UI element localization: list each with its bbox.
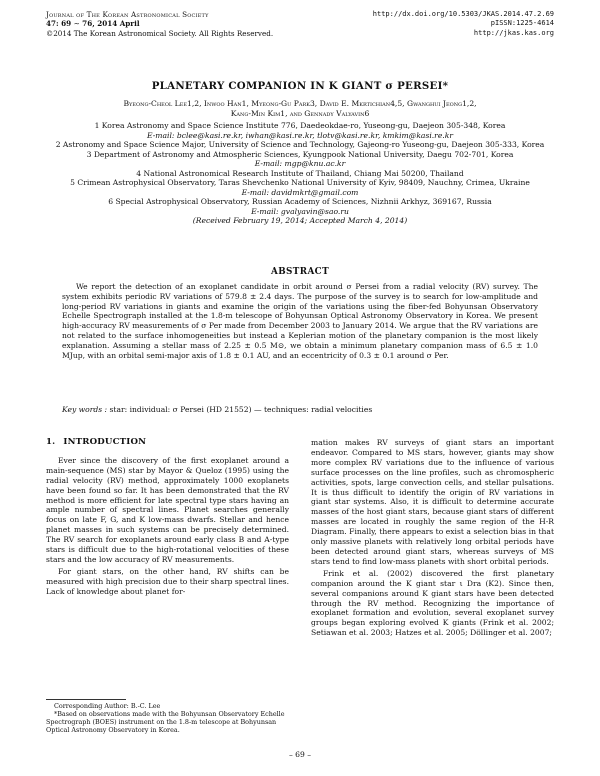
paragraph: For giant stars, on the other hand, RV shifts can be measured with high precision due to their sharp spectral lines. Lack of knowledge about planet for- (46, 566, 289, 596)
affiliation-email: E-mail: gvalyavin@sao.ru (251, 206, 349, 216)
section-heading (46, 438, 289, 448)
journal-header (46, 10, 273, 38)
abstract-heading: ABSTRACT (270, 267, 330, 277)
volume-pages: 47: 69 ∼ 76, 2014 April (46, 19, 140, 29)
paragraph: Frink et al. (2002) discovered the first planetary companion around the K giant star ι Dra (K2). Since then, several companions around K giant stars have been detected through the RV method. Recognizing the importance of exoplanet formation and evolution, several exoplanet survey groups began exploring evolved K giants (Frink et al. 2002; Setiawan et al. 2003; Hatzes et al. 2005; Döllinger et al. 2007; (311, 568, 554, 638)
corresponding-author: Corresponding Author: B.-C. Lee (54, 702, 161, 710)
affiliation: 1 Korea Astronomy and Space Science Institute 776, Daedeokdae-ro, Yuseong-gu, Daejeon 305-348, Korea (94, 121, 506, 130)
abstract-text: We report the detection of an exoplanet candidate in orbit around σ Persei from a radial velocity (RV) survey. The system exhibits periodic RV variations of 579.8 ± 2.4 days. The purpose of the survey is to search for low-amplitude and long-period RV variations in giants and examine the origin of the variations using the fiber-fed Bohyunsan Observatory Echelle Spectrograph installed at the 1.8-m telescope of Bohyunsan Optical Astronomy Observatory in Korea. We present high-accuracy RV measurements of σ Per made from December 2003 to January 2014. We argue that the RV variations are not related to the surface inhomogeneities but instead a Keplerian motion of the planetary companion is the most likely explanation. Assuming a stellar mass of 2.25 ± 0.5 M⊙, we obtain a minimum planetary companion mass of 6.5 ± 1.0 MJup, with an orbital semi-major axis of 1.8 ± 0.1 AU, and an eccentricity of 0.3 ± 0.1 around σ Per. (62, 282, 538, 360)
affiliation-email: E-mail: mgp@knu.ac.kr (254, 159, 346, 168)
journal-name: Journal of The Korean Astronomical Society (46, 10, 209, 19)
section-number: 1. (46, 437, 56, 447)
section-title: INTRODUCTION (63, 437, 147, 447)
footnote-rule (46, 699, 126, 700)
affiliation: 3 Department of Astronomy and Atmospheric Sciences, Kyungpook National University, Daegu 702-701, Korea (86, 149, 514, 159)
copyright: ©2014 The Korean Astronomical Society. All Rights Reserved. (46, 28, 274, 38)
paragraph: Ever since the discovery of the first exoplanet around a main-sequence (MS) star by Mayor & Queloz (1995) using the radial velocity (RV) method, approximately 1000 exoplanets have been found so far. It has been demonstrated that the RV method is more efficient for late spectral type stars having an ample number of spectral lines. Planet searches generally focus on late F, G, and K low-mass dwarfs. Stellar and hence planet masses in such systems can be precisely determined. The RV search for exoplanets around early class B and A-type stars is difficult due to the high-rotational velocities of these stars and the low accuracy of RV measurements. (46, 455, 289, 564)
affiliation-email: E-mail: bclee@kasi.re.kr, iwhan@kasi.re.kr, tlotv@kasi.re.kr, kmkim@kasi.re.kr (147, 130, 453, 140)
affiliation-list (48, 121, 552, 226)
issn: pISSN:1225-4614 (490, 19, 554, 28)
doi-link[interactable]: http://dx.doi.org/10.5303/JKAS.2014.47.2.69 (372, 10, 554, 18)
affiliation-email: E-mail: davidmkrt@gmail.com (241, 187, 359, 197)
keywords-text: star: individual: σ Persei (HD 21552) — techniques: radial velocities (109, 405, 373, 414)
left-column (46, 438, 289, 599)
author-line: Byeong-Cheol Lee1,2, Inwoo Han1, Myeong-Gu Park3, David E. Mkrtichian4,5, Gwanghui Jeong1,2, (123, 99, 477, 108)
doi-header (373, 10, 554, 38)
received-dates: (Received February 19, 2014; Accepted March 4, 2014) (192, 216, 408, 225)
journal-url[interactable]: http://jkas.kas.org (473, 28, 554, 37)
footnote-note: *Based on observations made with the Bohyunsan Observatory Echelle Spectrograph (BOES) instrument on the 1.8-m telescope at Bohyunsan Optical Astronomy Observatory in Korea. (46, 709, 285, 734)
footnotes (46, 699, 289, 735)
right-column (311, 438, 554, 640)
author-line: Kang-Min Kim1, and Gennady Valyavin6 (230, 109, 370, 118)
page-number: – 69 – (288, 750, 312, 759)
paper-title: PLANETARY COMPANION IN K GIANT σ PERSEI* (151, 80, 449, 92)
affiliation: 5 Crimean Astrophysical Observatory, Taras Shevchenko National University of Kyiv, 98409, Nauchny, Crimea, Ukraine (70, 178, 530, 187)
author-list (48, 99, 552, 119)
paragraph: mation makes RV surveys of giant stars an important endeavor. Compared to MS stars, however, giants may show more complex RV variations due to the influence of various surface processes on the line profiles, such as chromospheric activities, spots, large convection cells, and stellar pulsations. It is thus difficult to identify the origin of RV variations in giant star systems. Also, it is difficult to determine accurate masses of the host giant stars, because giant stars of different masses are located in roughly the same region of the H-R Diagram. Finally, there appears to exist a selection bias in that only massive planets with relatively long orbital periods have been detected around giant stars, whereas surveys of MS stars tend to find low-mass planets with short orbital periods. (311, 438, 554, 566)
keywords (62, 405, 538, 414)
keywords-label: Key words : (62, 405, 108, 414)
affiliation: 2 Astronomy and Space Science Major, University of Science and Technology, Gajeong-ro Yuseong-gu, Daejeon 305-333, Korea (55, 140, 545, 149)
affiliation: 4 National Astronomical Research Institute of Thailand, Chiang Mai 50200, Thailand (136, 168, 464, 178)
affiliation: 6 Special Astrophysical Observatory, Russian Academy of Sciences, Nizhnii Arkhyz, 369167, Russia (108, 197, 492, 206)
